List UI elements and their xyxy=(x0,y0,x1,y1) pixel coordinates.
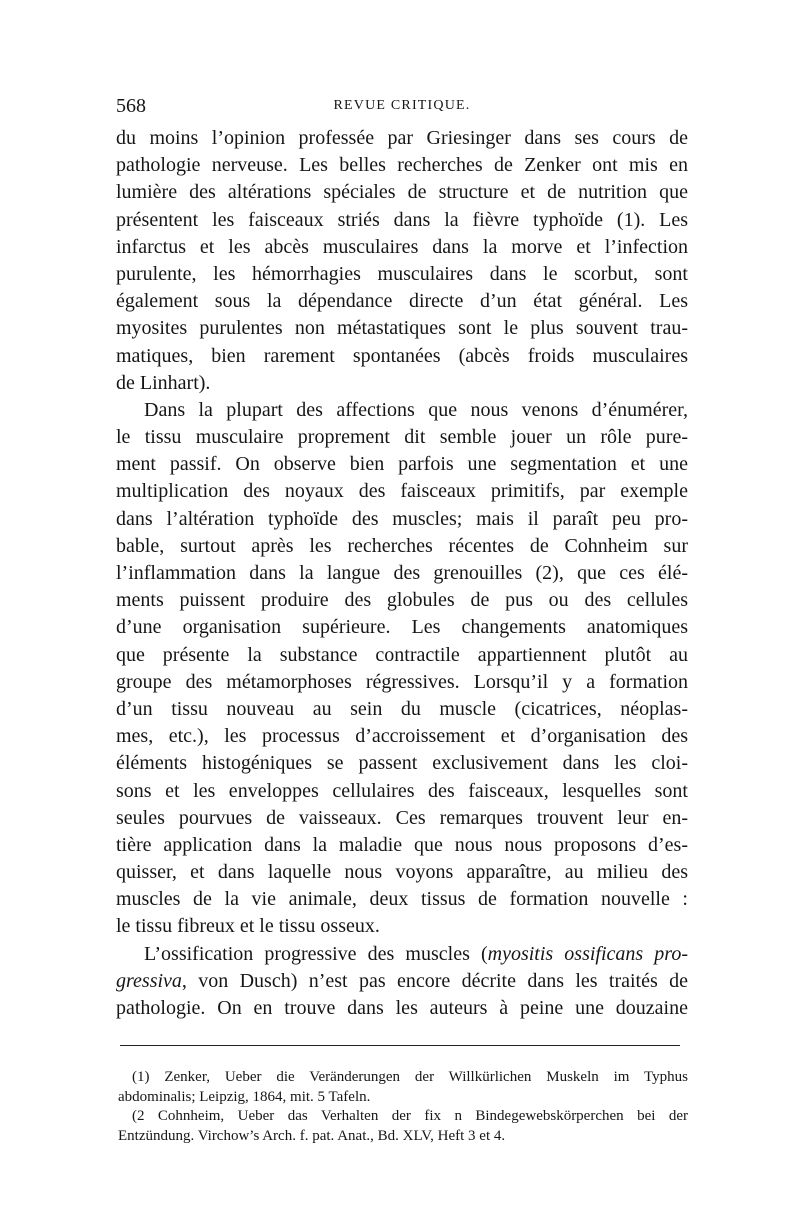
text-line: pathologie. On en trouve dans les auteurs à peine une douzaine xyxy=(116,997,688,1019)
paragraph-end-line: de Linhart). xyxy=(116,371,211,394)
text-line: présentent les faisceaux striés dans la fièvre typhoïde (1). Les xyxy=(116,208,688,231)
text-line: que présente la substance contractile appartiennent plutôt au xyxy=(116,643,688,666)
text-line: le tissu musculaire proprement dit semble jouer un rôle pure- xyxy=(116,426,688,449)
footnote-2-line: (2 Cohnheim, Ueber das Verhalten der fix n Bindegewebskörperchen bei der xyxy=(132,1108,688,1124)
footnote-1-line: abdominalis; Leipzig, 1864, mit. 5 Tafeln. xyxy=(118,1088,371,1105)
text-line: du moins l’opinion professée par Griesinger dans ses cours de xyxy=(116,127,688,149)
text-line: myosites purulentes non métastatiques sont le plus souvent trau- xyxy=(116,317,688,340)
body-text xyxy=(116,125,688,1022)
text-line: ment passif. On observe bien parfois une segmentation et une xyxy=(116,453,688,476)
text-segment: , von Dusch) n’est pas encore décrite dans les traités de xyxy=(181,969,688,992)
text-line: seules pourvues de vaisseaux. Ces remarques trouvent leur en- xyxy=(116,806,688,829)
text-line: bable, surtout après les recherches récentes de Cohnheim sur xyxy=(116,534,688,557)
text-line: pathologie nerveuse. Les belles recherches de Zenker ont mis en xyxy=(116,154,688,177)
text-line: purulente, les hémorrhagies musculaires dans le scorbut, sont xyxy=(116,262,688,285)
text-line: mes, etc.), les processus d’accroissement et d’organisation des xyxy=(116,725,688,748)
text-line: quisser, et dans laquelle nous voyons apparaître, au milieu des xyxy=(116,861,688,884)
text-line: infarctus et les abcès musculaires dans la morve et l’infection xyxy=(116,235,688,258)
text-line: tière application dans la maladie que nous nous proposons d’es- xyxy=(116,833,688,856)
text-line: éléments histogéniques se passent exclusivement dans les cloi- xyxy=(116,752,688,775)
page-number: 568 xyxy=(116,95,146,117)
text-line: sons et les enveloppes cellulaires des faisceaux, lesquelles sont xyxy=(116,779,688,802)
text-line: ments puissent produire des globules de pus ou des cellules xyxy=(116,589,688,612)
text-line: également sous la dépendance directe d’un état général. Les xyxy=(116,290,688,313)
text-line: lumière des altérations spéciales de structure et de nutrition que xyxy=(116,181,688,204)
paragraph-end-line: le tissu fibreux et le tissu osseux. xyxy=(116,915,380,938)
text-line: groupe des métamorphoses régressives. Lorsqu’il y a formation xyxy=(116,670,688,693)
page-header xyxy=(116,94,688,118)
text-line: muscles de la vie animale, deux tissus de formation nouvelle : xyxy=(116,888,688,911)
text-line: multiplication des noyaux des faisceaux primitifs, par exemple xyxy=(116,480,688,503)
footnote-2-line: Entzündung. Virchow’s Arch. f. pat. Anat., Bd. XLV, Heft 3 et 4. xyxy=(118,1127,506,1144)
footnotes xyxy=(118,1068,688,1146)
text-line: l’inflammation dans la langue des grenouilles (2), que ces élé- xyxy=(116,562,688,584)
text-segment: L’ossification progressive des muscles ( xyxy=(144,942,488,965)
text-line: d’une organisation supérieure. Les changements anatomiques xyxy=(116,616,688,639)
footnote-1-line: (1) Zenker, Ueber die Veränderungen der Willkürlichen Muskeln im Typhus xyxy=(132,1069,688,1085)
italic-term: myositis ossificans pro- xyxy=(487,942,689,965)
paragraph-start-line xyxy=(116,941,688,968)
text-line: d’un tissu nouveau au sein du muscle (cicatrices, néoplas- xyxy=(116,697,688,720)
italic-term: gressiva xyxy=(116,969,182,992)
footnote-rule xyxy=(120,1045,680,1046)
paragraph-start-line: Dans la plupart des affections que nous venons d’énumérer, xyxy=(144,398,688,421)
text-line: dans l’altération typhoïde des muscles; mais il paraît peu pro- xyxy=(116,507,688,530)
text-line xyxy=(116,968,688,995)
running-title: REVUE CRITIQUE. xyxy=(333,98,471,113)
text-line: matiques, bien rarement spontanées (abcès froids musculaires xyxy=(116,344,688,367)
